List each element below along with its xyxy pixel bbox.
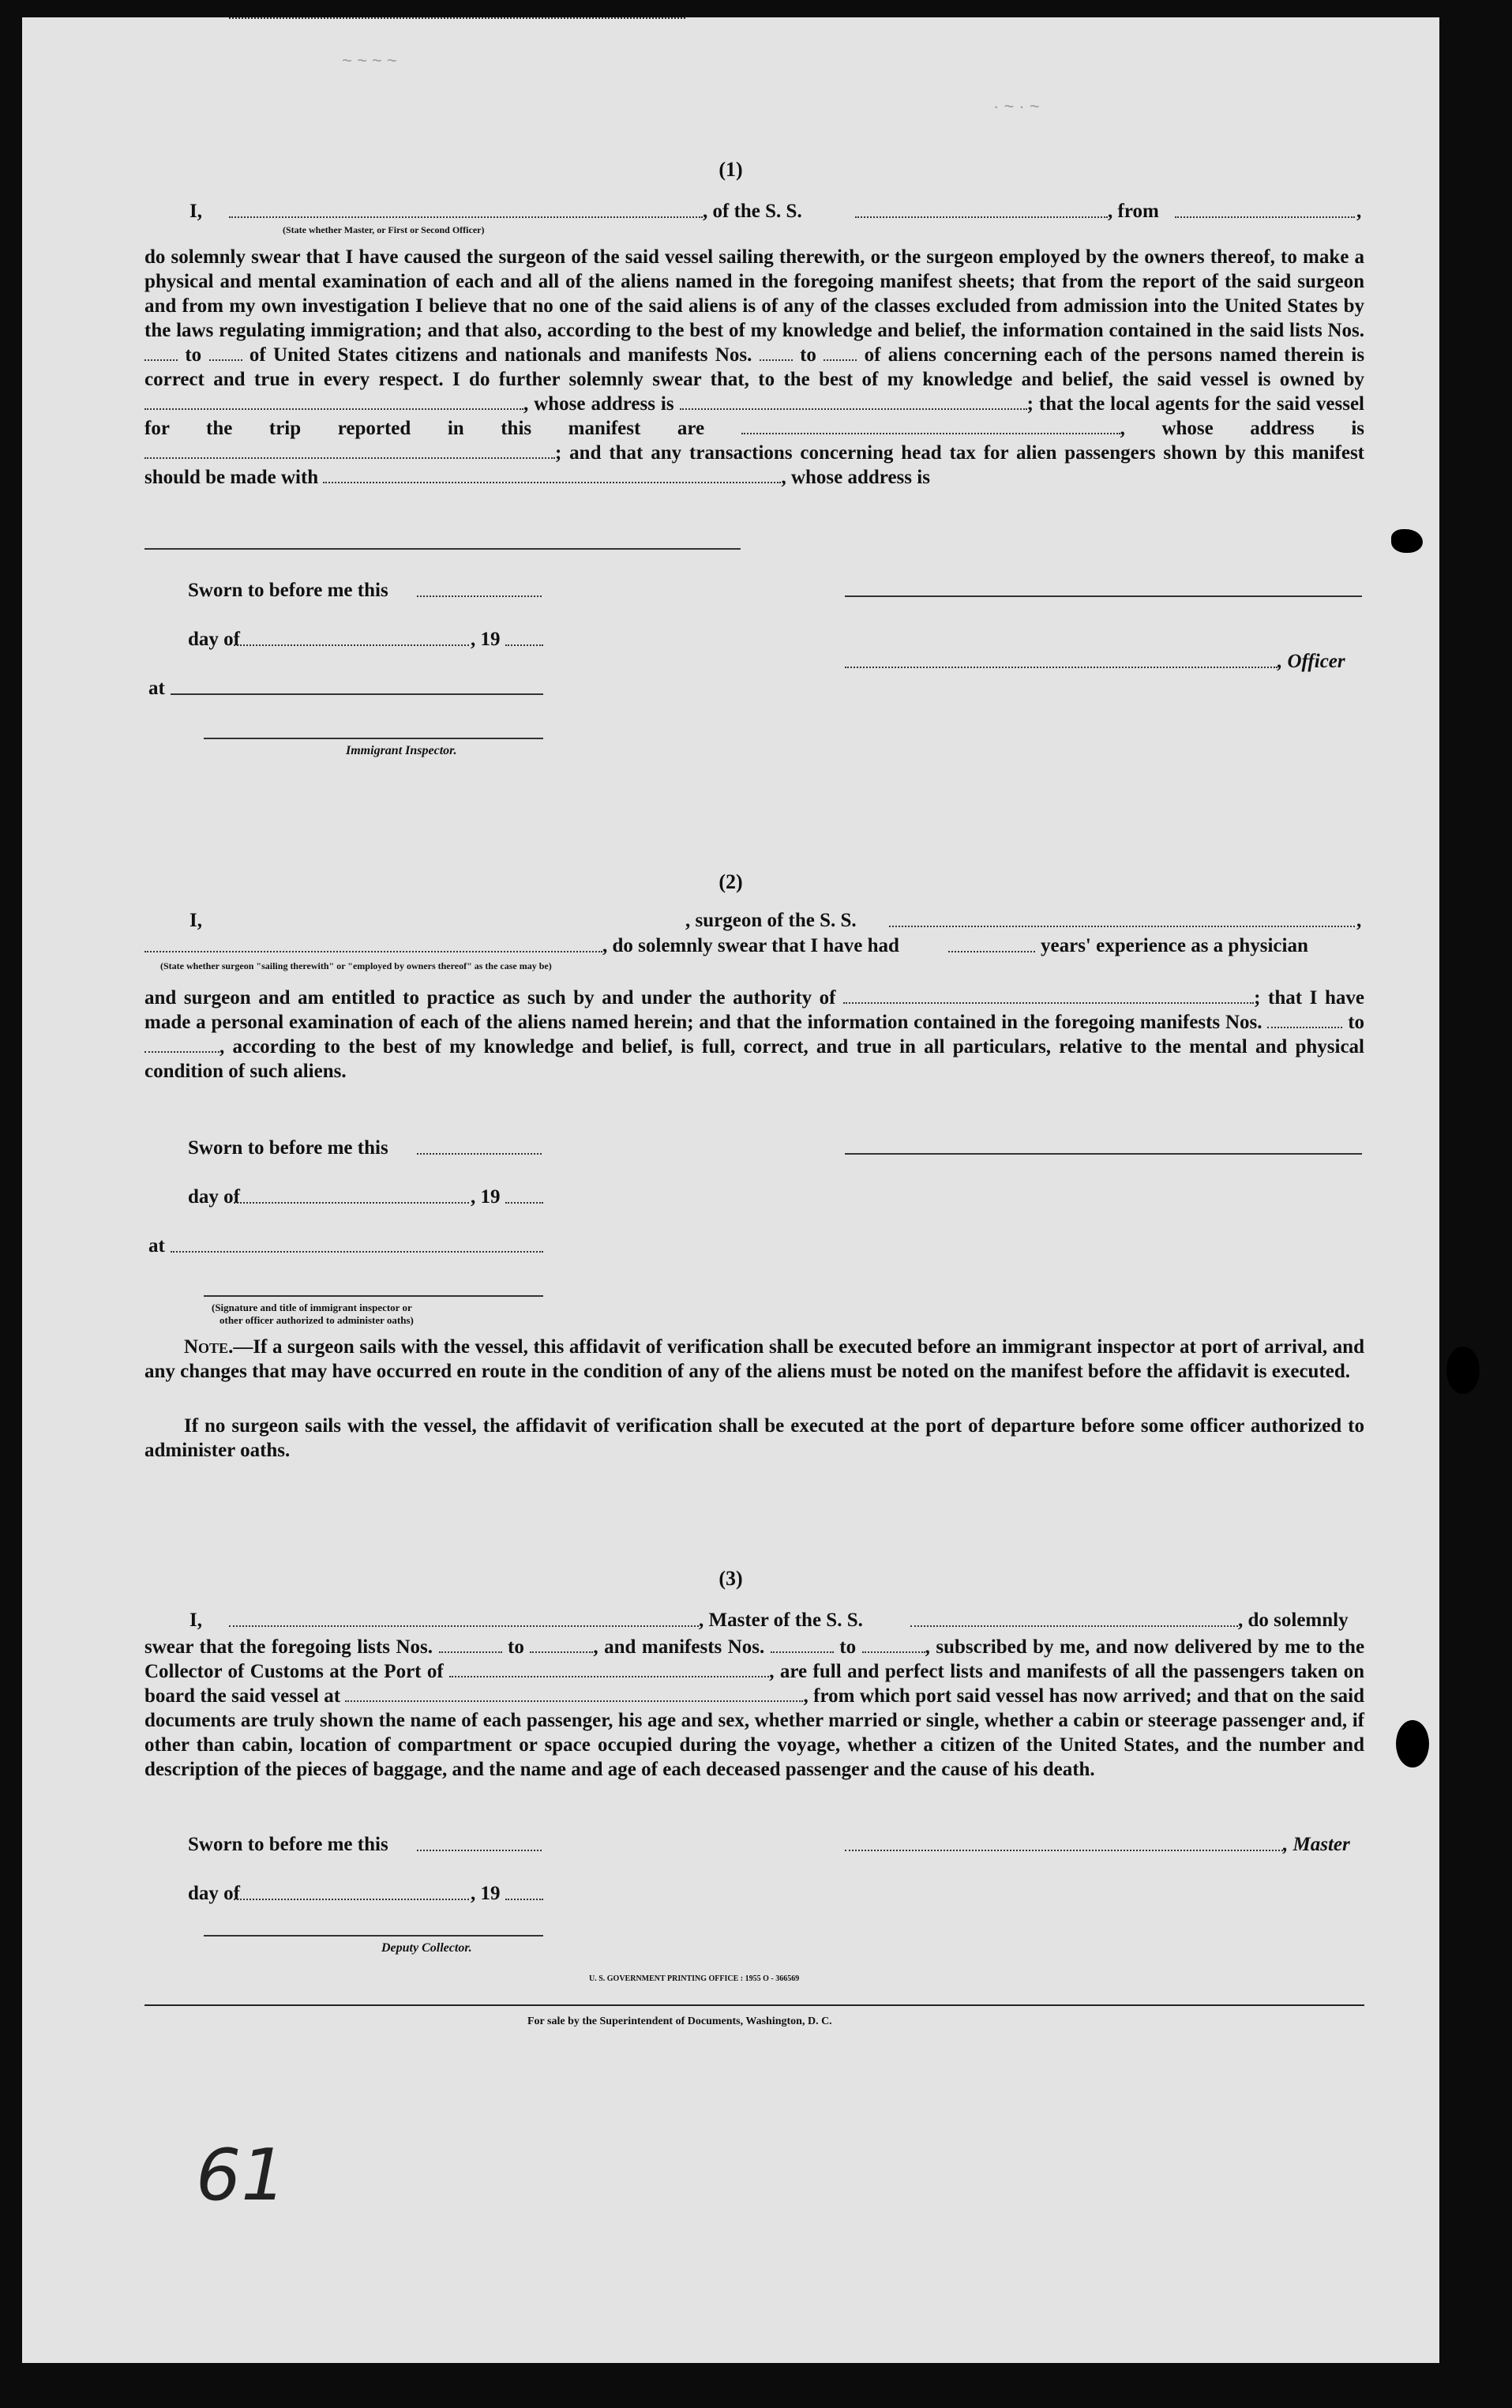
- s2-years-label: years' experience as a physician: [1041, 935, 1308, 956]
- s1-agents-address-field[interactable]: [144, 446, 555, 459]
- s2-sworn-label: Sworn to before me this: [188, 1137, 388, 1159]
- s3-departure-port-field[interactable]: [345, 1689, 803, 1702]
- s2-body: and surgeon and am entitled to practice as such by and under the authority of ; that I have made a personal examination of each of the aliens named herein; and that the information contained in the foregoing manifests Nos. to , according to the best of my knowledge and belief, is full, correct, and true in all particulars, relative to the mental and physical condition of such aliens.: [144, 987, 1365, 1082]
- s3-day-label: day of: [188, 1883, 240, 1904]
- s2-note-2: If no surgeon sails with the vessel, the affidavit of verification shall be executed at the port of departure before some officer authorized to administer oaths.: [144, 1415, 1364, 1461]
- s2-note: Note.—If a surgeon sails with the vessel, this affidavit of verification shall be executed before an immigrant inspector at port of arrival, and any changes that may have occurred en route in the condition of any of the aliens must be noted on the manifest before the affidavit is executed.: [144, 1336, 1364, 1382]
- s2-years-field[interactable]: [948, 951, 1035, 952]
- s1-agents-field[interactable]: [741, 422, 1120, 434]
- handwritten-page-number: 61: [196, 2134, 287, 2217]
- s2-hint: (State whether surgeon "sailing therewith" or "employed by owners thereof" as the case may be): [160, 960, 552, 971]
- s3-deputy-signature[interactable]: [204, 1935, 543, 1937]
- footer-rule: [144, 2004, 1364, 2006]
- s1-vessel-field[interactable]: [855, 216, 1108, 218]
- s1-vessel-label: , of the S. S.: [703, 201, 802, 222]
- s1-manifests-from-field[interactable]: [760, 348, 793, 361]
- s2-year-label: , 19: [471, 1186, 501, 1208]
- s3-manifests-from-field[interactable]: [771, 1640, 834, 1653]
- s3-lists-from-field[interactable]: [439, 1640, 502, 1653]
- s3-deputy-label: Deputy Collector.: [381, 1941, 472, 1955]
- s3-vessel-field[interactable]: [910, 1625, 1238, 1627]
- s1-hint: (State whether Master, or First or Second Officer): [283, 224, 485, 235]
- s1-sworn-field[interactable]: [417, 595, 542, 597]
- s2-comma: ,: [1356, 910, 1362, 931]
- s1-officer-field[interactable]: [845, 667, 1278, 668]
- s1-inspector-label: Immigrant Inspector.: [346, 744, 457, 757]
- scan-blot: [1396, 1720, 1429, 1767]
- form-sheet: [22, 17, 1439, 2363]
- gpo-imprint: U. S. GOVERNMENT PRINTING OFFICE : 1955 O - 366569: [589, 1974, 800, 1983]
- s2-vessel-field[interactable]: [889, 926, 1355, 927]
- s1-day-field[interactable]: [234, 644, 469, 646]
- s3-solemnly-label: , do solemnly: [1238, 1610, 1349, 1631]
- s2-authority-field[interactable]: [843, 991, 1254, 1004]
- s1-year-field[interactable]: [505, 644, 543, 646]
- s1-comma: ,: [1356, 201, 1362, 222]
- bleed-through-mark: · ~ · ~: [993, 96, 1040, 116]
- s3-sworn-field[interactable]: [417, 1850, 542, 1851]
- s1-i-label: I,: [189, 201, 202, 222]
- s2-sworn-field[interactable]: [417, 1153, 542, 1155]
- s2-inspector-signature[interactable]: [204, 1295, 543, 1297]
- s1-headtax-address-field[interactable]: [144, 548, 741, 550]
- section-2-heading: (2): [718, 870, 743, 893]
- section-3-heading: (3): [718, 1567, 743, 1590]
- s1-inspector-signature[interactable]: [204, 738, 543, 739]
- s2-day-label: day of: [188, 1186, 240, 1208]
- s1-owner-field[interactable]: [144, 397, 523, 410]
- s1-sworn-label: Sworn to before me this: [188, 580, 388, 601]
- s3-lists-to-field[interactable]: [530, 1640, 593, 1653]
- s3-master-sig-label: , Master: [1283, 1834, 1350, 1855]
- s1-lists-from-field[interactable]: [144, 348, 178, 361]
- s2-at-field[interactable]: [171, 1251, 543, 1253]
- s2-manifests-to-field[interactable]: [144, 1040, 219, 1053]
- s1-lists-to-field[interactable]: [209, 348, 242, 361]
- s2-year-field[interactable]: [505, 1202, 543, 1204]
- scan-blot: [1391, 529, 1423, 553]
- s1-day-label: day of: [188, 629, 240, 650]
- s1-officer-name-field[interactable]: [229, 216, 703, 218]
- s1-headtax-field[interactable]: [323, 471, 781, 483]
- s3-master-label: , Master of the S. S.: [699, 1610, 863, 1631]
- s2-manifests-from-field[interactable]: [1267, 1016, 1342, 1028]
- s1-body: do solemnly swear that I have caused the surgeon of the said vessel sailing therewith, or the surgeon employed by the owners thereof, to make a physical and mental examination of each and all of the aliens named in the foregoing manifest sheets; that from the report of the said surgeon and from my own investigation I believe that no one of the said aliens is of any of the classes excluded from admission into the United States by the laws regulating immigration; and that also, according to the best of my knowledge and belief, the information contained in the said lists Nos. to of United States citizens and nationals and manifests Nos. to of aliens concerning each of the persons named therein is correct and true in every respect. I do further solemnly swear that, to the best of my knowledge and belief, the said vessel is owned by , whose address is ; that the local agents for the said vessel for the trip reported in this manifest are , whose address is ; and that any transactions concerning head tax for alien passengers shown by this manifest should be made with , whose address is: [144, 246, 1365, 488]
- bleed-through-mark: ~ ~ ~ ~: [342, 51, 397, 70]
- s1-signature-line[interactable]: [845, 595, 1362, 597]
- s1-from-field[interactable]: [1175, 216, 1355, 218]
- s2-sig-hint-1: (Signature and title of immigrant inspector or: [212, 1302, 412, 1313]
- s2-status-field[interactable]: [144, 951, 602, 952]
- s2-i-label: I,: [189, 910, 202, 931]
- s3-year-field[interactable]: [505, 1899, 543, 1900]
- s3-master-name-field[interactable]: [229, 1625, 699, 1627]
- scan-blot: [1446, 1347, 1480, 1394]
- s2-surgeon-name-field[interactable]: [229, 17, 685, 19]
- s3-master-signature[interactable]: [845, 1850, 1283, 1851]
- s1-at-label: at: [148, 678, 165, 699]
- s2-swear-label: , do solemnly swear that I have had: [602, 935, 899, 956]
- section-1-heading: (1): [718, 158, 743, 181]
- s1-manifests-to-field[interactable]: [824, 348, 857, 361]
- s1-owner-address-field[interactable]: [680, 397, 1027, 410]
- s3-day-field[interactable]: [234, 1899, 469, 1900]
- s1-at-field[interactable]: [171, 693, 543, 695]
- s3-sworn-label: Sworn to before me this: [188, 1834, 388, 1855]
- s1-year-label: , 19: [471, 629, 501, 650]
- s3-manifests-to-field[interactable]: [862, 1640, 925, 1653]
- s1-officer-label: , Officer: [1278, 651, 1345, 672]
- s2-day-field[interactable]: [234, 1202, 469, 1204]
- sale-notice: For sale by the Superintendent of Documents, Washington, D. C.: [527, 2015, 832, 2027]
- s2-sig-hint-2: other officer authorized to administer oaths): [219, 1314, 414, 1326]
- s3-port-field[interactable]: [449, 1665, 769, 1677]
- s1-from-label: , from: [1108, 201, 1159, 222]
- s3-year-label: , 19: [471, 1883, 501, 1904]
- s3-body: swear that the foregoing lists Nos. to , and manifests Nos. to , subscribed by me, and now delivered by me to the Collector of Customs at the Port of , are full and perfect lists and manifests of all the passengers taken on board the said vessel at , from which port said vessel has now arrived; and that on the said documents are truly shown the name of each passenger, his age and sex, whether married or single, whether a cabin or steerage passenger and, if other than cabin, location of compartment or space occupied during the voyage, whether a citizen of the United States, and the number and description of the pieces of baggage, and the name and age of each deceased passenger and the cause of his death.: [144, 1636, 1365, 1780]
- s2-signature-line[interactable]: [845, 1153, 1362, 1155]
- s3-i-label: I,: [189, 1610, 202, 1631]
- s2-surgeon-label: , surgeon of the S. S.: [685, 910, 857, 931]
- s2-at-label: at: [148, 1235, 165, 1257]
